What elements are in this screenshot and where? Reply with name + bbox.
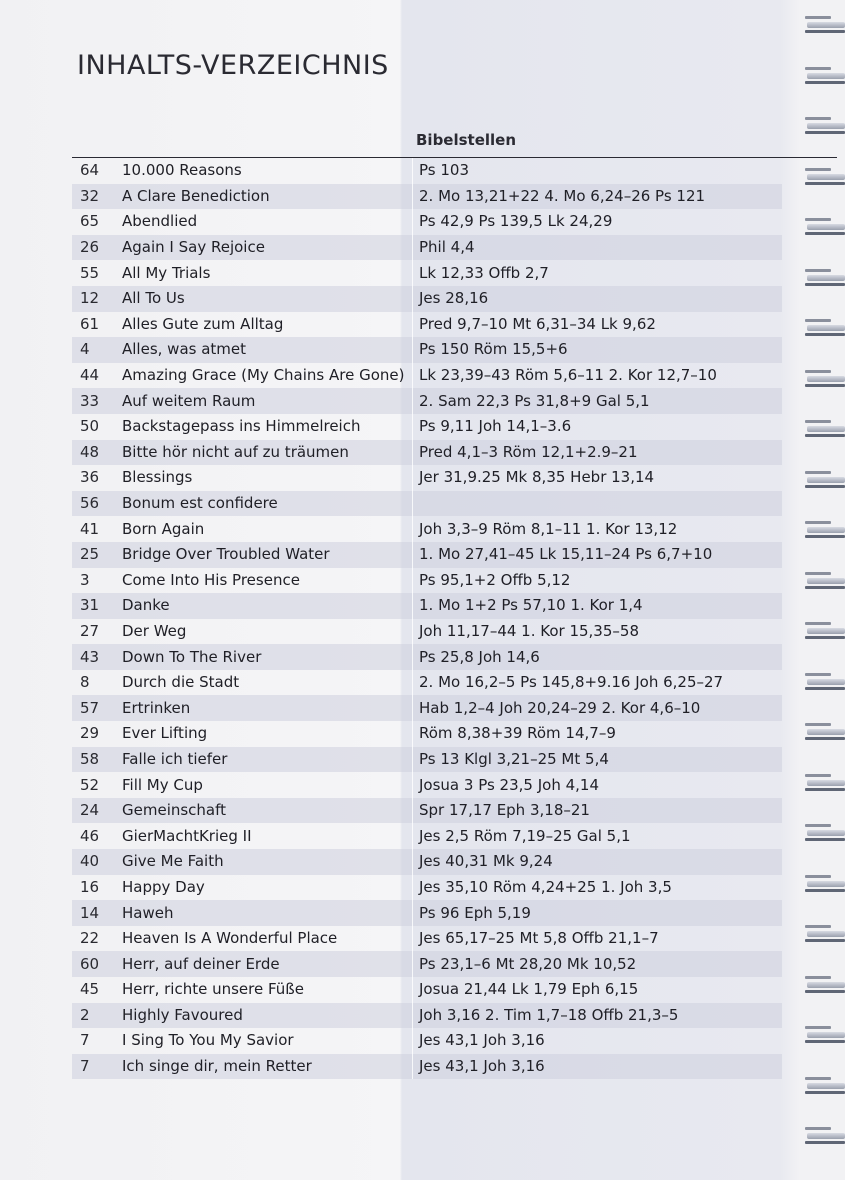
song-title: Alles, was atmet — [122, 340, 247, 359]
song-number: 52 — [80, 775, 100, 794]
bible-references: Ps 25,8 Joh 14,6 — [412, 644, 782, 670]
binding-ring — [805, 517, 845, 539]
song-number: 7 — [80, 1057, 90, 1076]
bible-references: Joh 3,3–9 Röm 8,1–11 1. Kor 13,12 — [412, 516, 782, 542]
spiral-binding — [797, 0, 845, 1180]
bible-references: Jes 43,1 Joh 3,16 — [412, 1054, 782, 1080]
song-number: 65 — [80, 212, 100, 231]
bible-references: Ps 9,11 Joh 14,1–3.6 — [412, 414, 782, 440]
binding-ring — [805, 568, 845, 590]
table-row — [72, 951, 782, 977]
song-number: 14 — [80, 903, 100, 922]
song-number: 57 — [80, 698, 100, 717]
song-number: 27 — [80, 621, 100, 640]
song-number: 46 — [80, 826, 100, 845]
bible-references: Joh 3,16 2. Tim 1,7–18 Offb 21,3–5 — [412, 1003, 782, 1029]
binding-ring — [805, 618, 845, 640]
song-number: 64 — [80, 161, 100, 180]
song-number: 24 — [80, 801, 100, 820]
song-title: Born Again — [122, 519, 205, 538]
song-number: 45 — [80, 980, 100, 999]
song-number: 33 — [80, 391, 100, 410]
song-title: Down To The River — [122, 647, 262, 666]
song-number: 4 — [80, 340, 90, 359]
table-row — [72, 695, 782, 721]
song-number: 2 — [80, 1005, 90, 1024]
table-row — [72, 670, 782, 696]
binding-ring — [805, 416, 845, 438]
song-title: Come Into His Presence — [122, 570, 300, 589]
table-row — [72, 619, 782, 645]
table-row — [72, 747, 782, 773]
song-title: Give Me Faith — [122, 852, 224, 871]
song-title: Auf weitem Raum — [122, 391, 256, 410]
song-title: Bridge Over Troubled Water — [122, 545, 330, 564]
bible-references: Spr 17,17 Eph 3,18–21 — [412, 798, 782, 824]
table-row — [72, 798, 782, 824]
binding-ring — [805, 265, 845, 287]
table-row — [72, 593, 782, 619]
song-title: Ever Lifting — [122, 724, 208, 743]
binding-ring — [805, 467, 845, 489]
table-row — [72, 1003, 782, 1029]
binding-ring — [805, 366, 845, 388]
binding-ring — [805, 214, 845, 236]
binding-ring — [805, 1073, 845, 1095]
table-row — [72, 516, 782, 542]
song-title: Ich singe dir, mein Retter — [122, 1057, 312, 1076]
table-row — [72, 568, 782, 594]
bible-references: Ps 103 — [412, 158, 782, 184]
table-row — [72, 542, 782, 568]
binding-ring — [805, 63, 845, 85]
song-number: 26 — [80, 238, 100, 257]
bible-references: Jer 31,9.25 Mk 8,35 Hebr 13,14 — [412, 465, 782, 491]
table-row — [72, 721, 782, 747]
binding-ring — [805, 669, 845, 691]
song-title: Heaven Is A Wonderful Place — [122, 929, 338, 948]
song-title: Gemeinschaft — [122, 801, 227, 820]
table-row — [72, 184, 782, 210]
song-number: 60 — [80, 954, 100, 973]
bible-references: Ps 42,9 Ps 139,5 Lk 24,29 — [412, 209, 782, 235]
table-row — [72, 926, 782, 952]
bible-references: Pred 4,1–3 Röm 12,1+2.9–21 — [412, 440, 782, 466]
table-row — [72, 440, 782, 466]
song-number: 43 — [80, 647, 100, 666]
binding-ring — [805, 719, 845, 741]
table-row — [72, 363, 782, 389]
song-number: 44 — [80, 366, 100, 385]
song-title: All My Trials — [122, 263, 211, 282]
bible-references: 2. Mo 13,21+22 4. Mo 6,24–26 Ps 121 — [412, 184, 782, 210]
song-number: 25 — [80, 545, 100, 564]
song-title: Backstagepass ins Himmelreich — [122, 417, 361, 436]
table-row — [72, 286, 782, 312]
binding-ring — [805, 871, 845, 893]
binding-ring — [805, 972, 845, 994]
table-row — [72, 875, 782, 901]
song-title: Happy Day — [122, 877, 205, 896]
song-number: 29 — [80, 724, 100, 743]
table-row — [72, 414, 782, 440]
table-row — [72, 260, 782, 286]
song-title: I Sing To You My Savior — [122, 1031, 294, 1050]
bible-references: Jes 40,31 Mk 9,24 — [412, 849, 782, 875]
song-number: 32 — [80, 186, 100, 205]
bible-references: Hab 1,2–4 Joh 20,24–29 2. Kor 4,6–10 — [412, 695, 782, 721]
bible-references — [412, 491, 782, 517]
song-title: Highly Favoured — [122, 1005, 243, 1024]
song-number: 40 — [80, 852, 100, 871]
table-row — [72, 388, 782, 414]
song-number: 3 — [80, 570, 90, 589]
table-row — [72, 209, 782, 235]
song-title: Der Weg — [122, 621, 187, 640]
table-row — [72, 235, 782, 261]
bible-refs-column-header: Bibelstellen — [416, 131, 517, 149]
song-title: 10.000 Reasons — [122, 161, 242, 180]
bible-references: Lk 23,39–43 Röm 5,6–11 2. Kor 12,7–10 — [412, 363, 782, 389]
song-title: Alles Gute zum Alltag — [122, 314, 284, 333]
bible-references: Ps 150 Röm 15,5+6 — [412, 337, 782, 363]
song-title: Herr, auf deiner Erde — [122, 954, 280, 973]
song-number: 16 — [80, 877, 100, 896]
bible-references: Ps 13 Klgl 3,21–25 Mt 5,4 — [412, 747, 782, 773]
song-title: Durch die Stadt — [122, 673, 240, 692]
song-number: 55 — [80, 263, 100, 282]
bible-references: Pred 9,7–10 Mt 6,31–34 Lk 9,62 — [412, 312, 782, 338]
bible-references: Ps 23,1–6 Mt 28,20 Mk 10,52 — [412, 951, 782, 977]
bible-references: 2. Sam 22,3 Ps 31,8+9 Gal 5,1 — [412, 388, 782, 414]
bible-references: 2. Mo 16,2–5 Ps 145,8+9.16 Joh 6,25–27 — [412, 670, 782, 696]
song-number: 8 — [80, 673, 90, 692]
song-number: 50 — [80, 417, 100, 436]
bible-references: 1. Mo 27,41–45 Lk 15,11–24 Ps 6,7+10 — [412, 542, 782, 568]
song-title: Danke — [122, 596, 170, 615]
binding-ring — [805, 315, 845, 337]
table-row — [72, 312, 782, 338]
binding-ring — [805, 921, 845, 943]
bible-references: Ps 95,1+2 Offb 5,12 — [412, 568, 782, 594]
bible-references: Jes 2,5 Röm 7,19–25 Gal 5,1 — [412, 823, 782, 849]
bible-references: Jes 65,17–25 Mt 5,8 Offb 21,1–7 — [412, 926, 782, 952]
song-title: Bonum est confidere — [122, 494, 278, 513]
song-title: Fill My Cup — [122, 775, 203, 794]
song-title: Amazing Grace (My Chains Are Gone) — [122, 366, 405, 385]
bible-references: 1. Mo 1+2 Ps 57,10 1. Kor 1,4 — [412, 593, 782, 619]
bible-references: Jes 28,16 — [412, 286, 782, 312]
song-number: 41 — [80, 519, 100, 538]
table-row — [72, 900, 782, 926]
bible-references: Josua 3 Ps 23,5 Joh 4,14 — [412, 772, 782, 798]
song-title: Ertrinken — [122, 698, 191, 717]
song-number: 31 — [80, 596, 100, 615]
bible-references: Joh 11,17–44 1. Kor 15,35–58 — [412, 619, 782, 645]
table-row — [72, 1028, 782, 1054]
song-title: Blessings — [122, 468, 193, 487]
song-number: 22 — [80, 929, 100, 948]
bible-references: Jes 43,1 Joh 3,16 — [412, 1028, 782, 1054]
bible-references: Josua 21,44 Lk 1,79 Eph 6,15 — [412, 977, 782, 1003]
song-title: Falle ich tiefer — [122, 749, 228, 768]
table-row — [72, 823, 782, 849]
binding-ring — [805, 113, 845, 135]
binding-ring — [805, 1123, 845, 1145]
binding-ring — [805, 770, 845, 792]
song-number: 56 — [80, 494, 100, 513]
table-row — [72, 977, 782, 1003]
song-number: 7 — [80, 1031, 90, 1050]
binding-ring — [805, 820, 845, 842]
song-number: 12 — [80, 289, 100, 308]
bible-references: Röm 8,38+39 Röm 14,7–9 — [412, 721, 782, 747]
song-number: 58 — [80, 749, 100, 768]
table-row — [72, 1054, 782, 1080]
binding-ring — [805, 1022, 845, 1044]
song-number: 61 — [80, 314, 100, 333]
song-title: Bitte hör nicht auf zu träumen — [122, 442, 349, 461]
table-row — [72, 158, 782, 184]
song-title: All To Us — [122, 289, 185, 308]
song-number: 48 — [80, 442, 100, 461]
bible-references: Ps 96 Eph 5,19 — [412, 900, 782, 926]
table-row — [72, 772, 782, 798]
table-row — [72, 465, 782, 491]
table-of-contents — [72, 158, 782, 1079]
binding-ring — [805, 12, 845, 34]
page-title: INHALTS-VERZEICHNIS — [77, 50, 389, 81]
table-row — [72, 491, 782, 517]
bible-references: Phil 4,4 — [412, 235, 782, 261]
table-row — [72, 644, 782, 670]
song-title: Haweh — [122, 903, 174, 922]
binding-ring — [805, 164, 845, 186]
table-row — [72, 849, 782, 875]
song-title: A Clare Benediction — [122, 186, 270, 205]
song-title: GierMachtKrieg II — [122, 826, 252, 845]
song-number: 36 — [80, 468, 100, 487]
song-title: Abendlied — [122, 212, 198, 231]
bible-references: Jes 35,10 Röm 4,24+25 1. Joh 3,5 — [412, 875, 782, 901]
song-title: Again I Say Rejoice — [122, 238, 265, 257]
song-title: Herr, richte unsere Füße — [122, 980, 304, 999]
bible-references: Lk 12,33 Offb 2,7 — [412, 260, 782, 286]
table-row — [72, 337, 782, 363]
